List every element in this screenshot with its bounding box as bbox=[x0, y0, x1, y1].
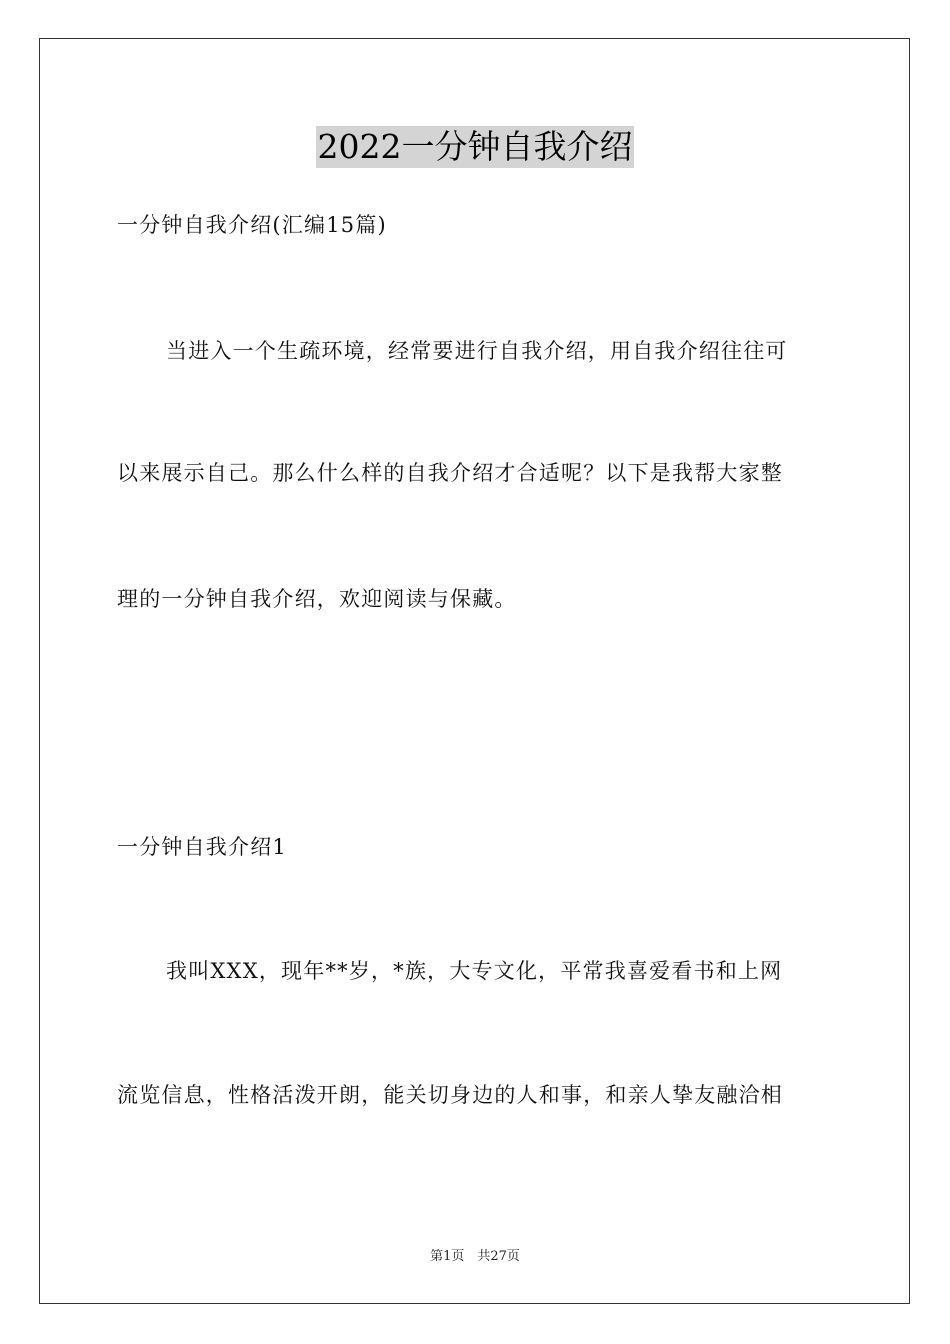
paragraph-line: 我叫XXX，现年**岁，*族，大专文化，平常我喜爱看书和上网 bbox=[166, 959, 783, 983]
paragraph-line: 以来展示自己。那么什么样的自我介绍才合适呢？以下是我帮大家整 bbox=[117, 461, 783, 485]
document-subtitle: 一分钟自我介绍(汇编15篇) bbox=[117, 213, 387, 237]
document-title bbox=[0, 126, 950, 168]
paragraph-line: 理的一分钟自我介绍，欢迎阅读与保藏。 bbox=[117, 587, 517, 611]
document-title-text: 2022一分钟自我介绍 bbox=[317, 127, 633, 166]
section-heading: 一分钟自我介绍1 bbox=[117, 835, 287, 859]
paragraph-line: 流览信息，性格活泼开朗，能关切身边的人和事，和亲人挚友融洽相 bbox=[117, 1083, 783, 1107]
paragraph-line: 当进入一个生疏环境，经常要进行自我介绍，用自我介绍往往可 bbox=[166, 339, 788, 363]
page-number-footer: 第1页 共27页 bbox=[430, 1249, 520, 1264]
